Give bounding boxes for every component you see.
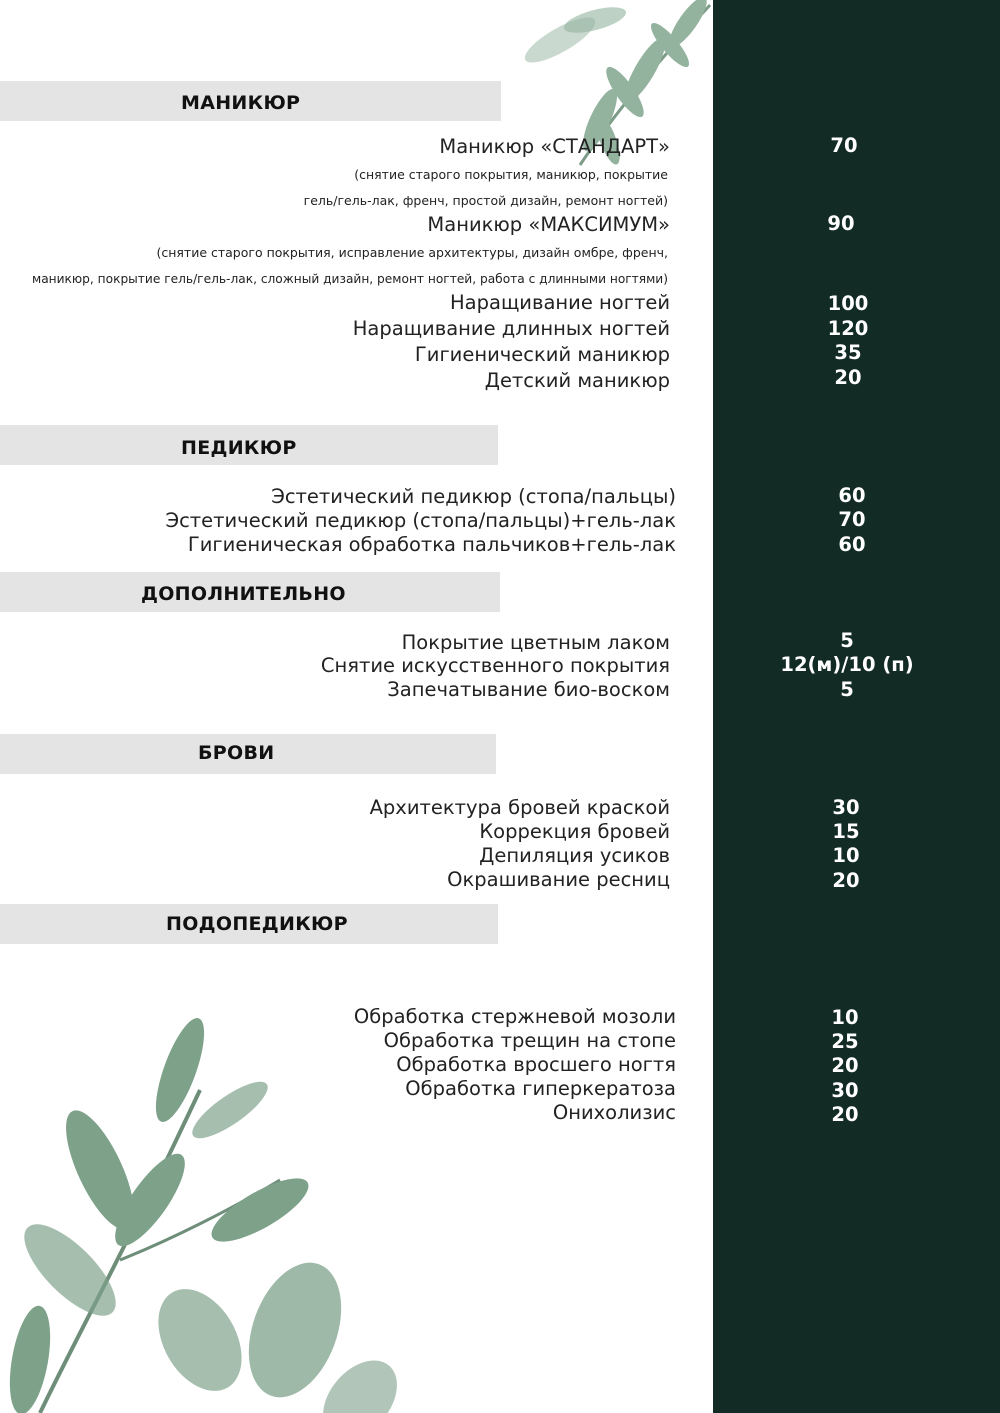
section-title-podopedicure: ПОДОПЕДИКЮР xyxy=(166,913,348,935)
service-name: Обработка стержневой мозоли xyxy=(353,1005,676,1028)
service-price: 120 xyxy=(827,317,869,340)
service-name: Маникюр «СТАНДАРТ» xyxy=(439,135,670,158)
service-price: 35 xyxy=(834,341,862,364)
service-price: 90 xyxy=(827,212,855,235)
service-name: Депиляция усиков xyxy=(479,844,670,867)
service-name: Обработка гиперкератоза xyxy=(405,1077,676,1100)
service-name: Обработка вросшего ногтя xyxy=(396,1053,676,1076)
service-name: Покрытие цветным лаком xyxy=(401,631,670,654)
service-price: 70 xyxy=(838,508,866,531)
leaf-decoration-bottom xyxy=(0,1010,420,1413)
service-name: Архитектура бровей краской xyxy=(369,796,670,819)
service-name: Снятие искусственного покрытия xyxy=(320,654,670,677)
section-title-brows: БРОВИ xyxy=(198,742,275,764)
service-name: Запечатывание био-воском xyxy=(387,678,670,701)
service-name: Эстетический педикюр (стопа/пальцы)+гель-лак xyxy=(165,509,676,532)
service-name: Окрашивание ресниц xyxy=(447,868,670,891)
service-note: (снятие старого покрытия, маникюр, покрытие xyxy=(354,167,668,182)
service-price: 5 xyxy=(840,629,854,652)
service-price: 10 xyxy=(831,1006,859,1029)
service-name: Онихолизис xyxy=(552,1101,676,1124)
service-name: Обработка трещин на стопе xyxy=(383,1029,676,1052)
service-name: Коррекция бровей xyxy=(479,820,670,843)
service-price: 60 xyxy=(838,533,866,556)
section-title-manicure: МАНИКЮР xyxy=(181,92,301,114)
service-price: 30 xyxy=(831,1079,859,1102)
service-name: Маникюр «МАКСИМУМ» xyxy=(427,213,670,236)
service-price: 30 xyxy=(832,796,860,819)
section-title-additional: ДОПОЛНИТЕЛЬНО xyxy=(141,583,346,605)
service-price: 70 xyxy=(830,134,858,157)
service-price: 5 xyxy=(840,678,854,701)
service-price: 20 xyxy=(832,869,860,892)
service-name: Гигиенический маникюр xyxy=(414,343,670,366)
service-price: 20 xyxy=(834,366,862,389)
service-price: 20 xyxy=(831,1103,859,1126)
service-note: гель/гель-лак, френч, простой дизайн, ремонт ногтей) xyxy=(303,193,668,208)
service-note: (снятие старого покрытия, исправление архитектуры, дизайн омбре, френч, xyxy=(156,245,668,260)
service-price: 60 xyxy=(838,484,866,507)
service-price: 100 xyxy=(827,292,869,315)
service-name: Эстетический педикюр (стопа/пальцы) xyxy=(271,485,676,508)
service-name: Детский маникюр xyxy=(484,369,670,392)
service-name: Наращивание длинных ногтей xyxy=(352,317,670,340)
section-title-pedicure: ПЕДИКЮР xyxy=(181,437,297,459)
service-note: маникюр, покрытие гель/гель-лак, сложный дизайн, ремонт ногтей, работа с длинными ногтями) xyxy=(32,272,668,286)
service-name: Наращивание ногтей xyxy=(450,291,670,314)
service-price: 15 xyxy=(832,820,860,843)
service-price: 10 xyxy=(832,844,860,867)
service-name: Гигиеническая обработка пальчиков+гель-лак xyxy=(187,533,676,556)
service-price: 25 xyxy=(831,1030,859,1053)
service-price: 12(м)/10 (п) xyxy=(780,653,914,676)
service-price: 20 xyxy=(831,1054,859,1077)
